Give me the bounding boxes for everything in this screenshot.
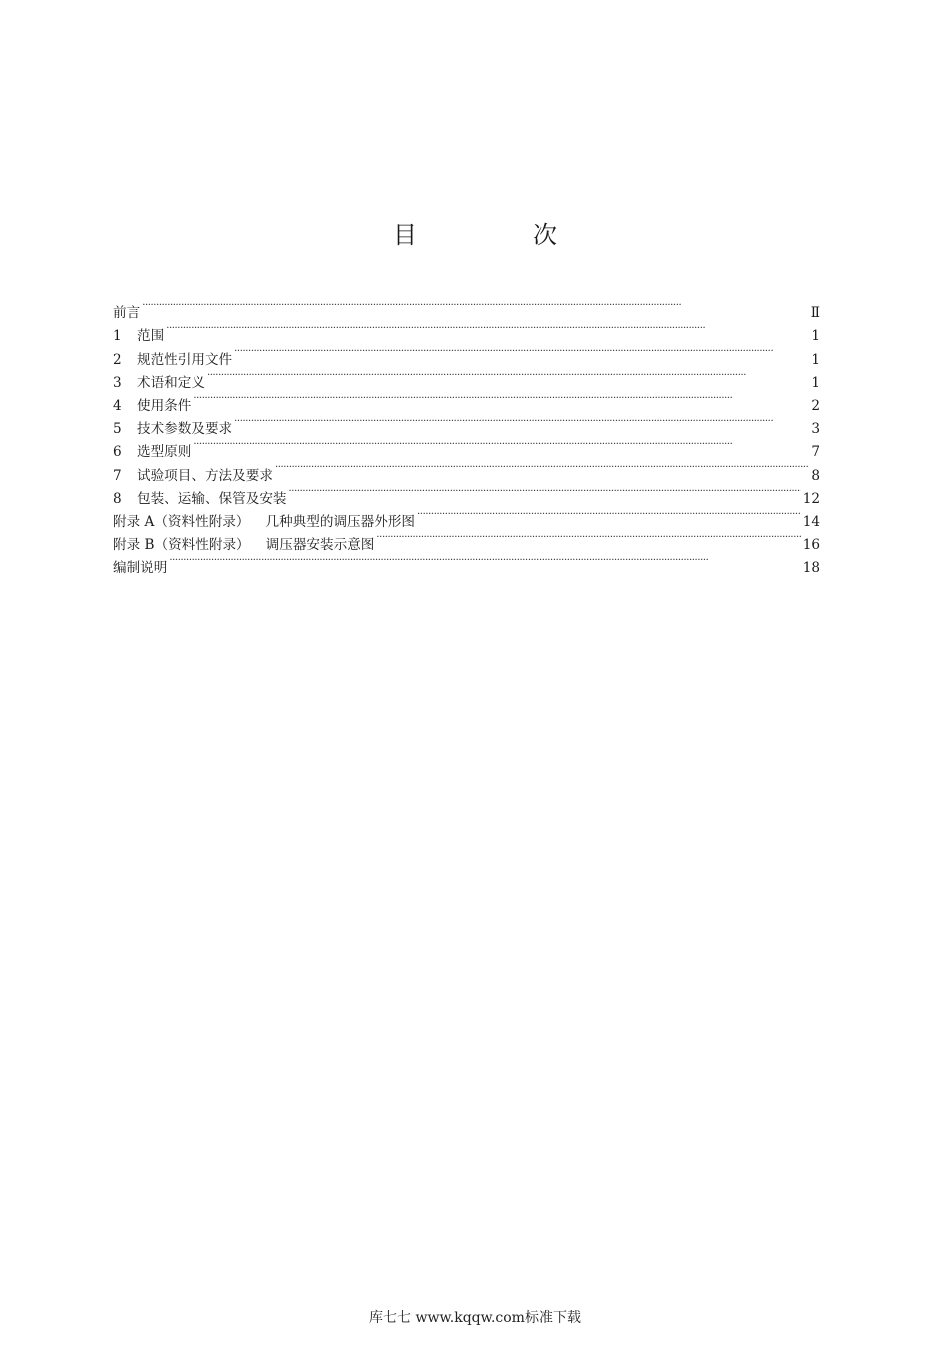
toc-page-number: 18	[802, 560, 820, 577]
toc-entry-number: 3	[113, 374, 122, 391]
toc-entry-label: 前言	[113, 305, 141, 322]
toc-leader-dots	[234, 340, 809, 363]
toc-leader-dots	[207, 364, 809, 387]
toc-entry-label: 范围	[137, 328, 165, 345]
toc-leader-dots	[417, 503, 801, 526]
toc-entry-label: 使用条件	[137, 397, 192, 414]
toc-entry-4[interactable]	[113, 387, 820, 414]
toc-entry-label: 选型原则	[137, 444, 192, 461]
toc-page-number: Ⅱ	[810, 305, 820, 322]
toc-leader-dots	[193, 387, 809, 410]
toc-leader-dots	[234, 410, 809, 433]
toc-entry-number: 5	[113, 421, 122, 438]
toc-leader-dots	[289, 480, 801, 503]
toc-entry-label: 术语和定义	[137, 374, 205, 391]
toc-entry-5[interactable]	[113, 410, 820, 438]
toc-entry-number: 2	[113, 351, 122, 368]
toc-page-number: 16	[802, 537, 820, 554]
toc-entry-label: 编制说明	[113, 560, 168, 577]
toc-entry-label: 技术参数及要求	[137, 421, 233, 438]
toc-entry-sublabel: 几种典型的调压器外形图	[265, 513, 416, 530]
toc-entry-number: 8	[113, 490, 122, 507]
toc-entry-3[interactable]	[113, 364, 820, 391]
toc-page-number: 3	[811, 421, 820, 438]
toc-entry-label: 包装、运输、保管及安装	[137, 490, 287, 507]
toc-entry-sublabel: 调压器安装示意图	[265, 537, 375, 554]
toc-page-number: 12	[802, 490, 820, 507]
toc-leader-dots	[142, 294, 809, 317]
toc-leader-dots	[169, 549, 800, 572]
toc-entry-number: 6	[113, 444, 122, 461]
toc-page-number: 7	[811, 444, 820, 461]
toc-entry-number: 1	[113, 328, 122, 345]
toc-page-number: 14	[802, 513, 820, 530]
toc-entry-label: 附录 B（资料性附录）	[113, 537, 250, 554]
toc-leader-dots	[376, 526, 800, 549]
toc-page-number: 1	[811, 374, 820, 391]
toc-leader-dots	[275, 456, 809, 479]
toc-entry-label: 规范性引用文件	[137, 351, 233, 368]
toc-entry-2[interactable]	[113, 340, 820, 368]
footer-watermark: 库七七 www.kqqw.com标准下载	[369, 1310, 581, 1326]
toc-page-number: 8	[811, 467, 820, 484]
toc-entry-number: 4	[113, 397, 122, 414]
toc-leader-dots	[193, 433, 809, 456]
toc-entry-explanation[interactable]	[113, 549, 820, 577]
table-of-contents	[113, 294, 820, 577]
toc-entry-7[interactable]	[113, 456, 820, 484]
toc-entry-label: 附录 A（资料性附录）	[113, 513, 250, 530]
page-title: 目 次	[393, 221, 603, 249]
toc-entry-label: 试验项目、方法及要求	[137, 467, 273, 484]
toc-entry-1[interactable]	[113, 317, 820, 345]
toc-entry-foreword[interactable]	[113, 294, 820, 322]
toc-entry-6[interactable]	[113, 433, 820, 461]
toc-page-number: 2	[811, 397, 820, 414]
toc-page-number: 1	[811, 328, 820, 345]
toc-entry-number: 7	[113, 467, 122, 484]
toc-page-number: 1	[811, 351, 820, 368]
toc-leader-dots	[166, 317, 809, 340]
